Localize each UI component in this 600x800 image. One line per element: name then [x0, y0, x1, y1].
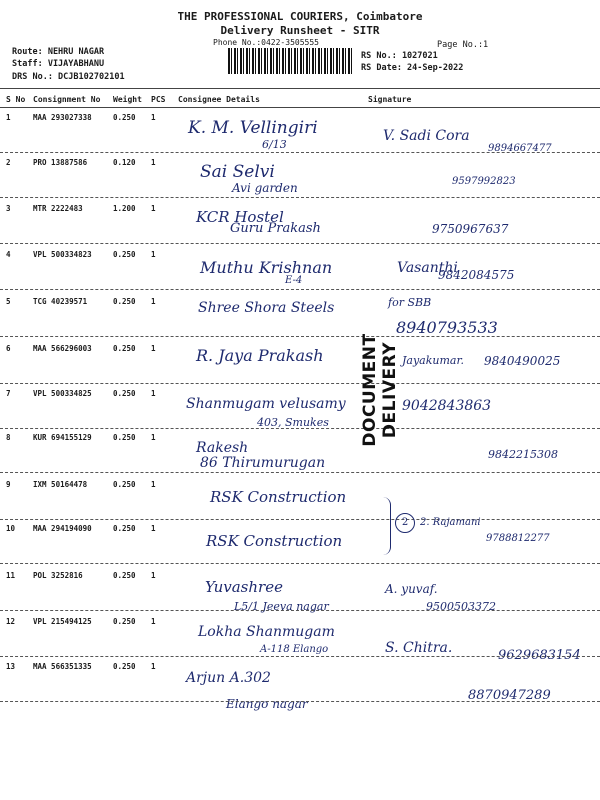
row-divider — [0, 656, 600, 657]
row-sno: 7 — [6, 389, 11, 398]
row-divider — [0, 289, 600, 290]
signature-name: A. yuvaf. — [385, 582, 438, 596]
row-pcs: 1 — [151, 617, 156, 626]
row-divider — [0, 701, 600, 702]
receiver-phone: 9500503372 — [426, 600, 496, 613]
receiver-phone: 9629683154 — [498, 648, 581, 663]
row-pcs: 1 — [151, 344, 156, 353]
row-consignment: VPL 215494125 — [33, 617, 92, 626]
receiver-phone: 9597992823 — [452, 176, 516, 187]
row-consignment: MAA 566351335 — [33, 662, 92, 671]
row-divider — [0, 519, 600, 520]
col-pcs: PCS — [151, 95, 166, 104]
consignee-name: R. Jaya Prakash — [196, 346, 324, 365]
row-weight: 0.250 — [113, 297, 136, 306]
row-weight: 0.250 — [113, 433, 136, 442]
consignee-address: E-4 — [285, 275, 303, 286]
row-weight: 0.250 — [113, 571, 136, 580]
row-weight: 1.200 — [113, 204, 136, 213]
col-consignment: Consignment No — [33, 95, 101, 104]
row-pcs: 1 — [151, 113, 156, 122]
receiver-phone: 9840490025 — [484, 354, 561, 368]
receiver-phone: 8870947289 — [468, 688, 551, 703]
row-weight: 0.250 — [113, 389, 136, 398]
consignee-name: Shree Shora Steels — [198, 300, 335, 316]
receiver-phone: 9894667477 — [488, 143, 552, 154]
row-pcs: 1 — [151, 250, 156, 259]
row-consignment: PRO 13887586 — [33, 158, 88, 167]
signature-name: 2. Rajamani — [420, 517, 481, 528]
row-pcs: 1 — [151, 433, 156, 442]
consignee-name: Yuvashree — [205, 578, 283, 596]
row-sno: 13 — [6, 662, 16, 671]
consignee-address: 403, Smukes — [257, 416, 329, 429]
row-pcs: 1 — [151, 297, 156, 306]
route-label: Route: NEHRU NAGAR — [12, 47, 105, 57]
signature-name: V. Sadi Cora — [383, 128, 470, 144]
staff-label: Staff: VIJAYABHANU — [12, 59, 105, 69]
rs-number: RS No.: 1027021 — [361, 51, 438, 61]
document-delivery-stamp — [360, 295, 400, 465]
row-consignment: VPL 500334823 — [33, 250, 92, 259]
row-sno: 11 — [6, 571, 16, 580]
row-sno: 8 — [6, 433, 11, 442]
row-weight: 0.120 — [113, 158, 136, 167]
brace-mark — [380, 497, 391, 555]
consignee-name: Muthu Krishnan — [200, 258, 333, 277]
stamp-text: DOCUMENT DELIVERY — [360, 333, 400, 447]
consignee-name: Lokha Shanmugam — [198, 624, 335, 640]
row-weight: 0.250 — [113, 662, 136, 671]
row-sno: 5 — [6, 297, 11, 306]
consignee-name: Arjun A.302 — [186, 670, 271, 686]
row-sno: 3 — [6, 204, 11, 213]
consignee-address: Elango nagar — [226, 697, 308, 711]
row-weight: 0.250 — [113, 480, 136, 489]
row-divider — [0, 428, 600, 429]
receiver-phone: 9042843863 — [402, 398, 492, 414]
consignee-name: KCR Hostel — [196, 208, 284, 226]
row-pcs: 1 — [151, 480, 156, 489]
receiver-phone: 8940793533 — [396, 318, 498, 337]
consignee-address: Guru Prakash — [230, 221, 321, 236]
row-sno: 10 — [6, 524, 16, 533]
consignee-address: L5/1 Jeeva nagar — [234, 600, 329, 613]
consignee-address: 6/13 — [262, 138, 287, 151]
receiver-phone: 9842215308 — [488, 448, 558, 461]
consignee-name: RSK Construction — [210, 488, 347, 506]
row-pcs: 1 — [151, 158, 156, 167]
row-sno: 12 — [6, 617, 16, 626]
company-name: THE PROFESSIONAL COURIERS, Coimbatore — [177, 10, 423, 23]
row-pcs: 1 — [151, 389, 156, 398]
consignee-name: RSK Construction — [206, 532, 343, 550]
header-rule-top — [0, 88, 600, 89]
runsheet-title: Delivery Runsheet - SITR — [220, 24, 380, 37]
row-consignment: MAA 566296003 — [33, 344, 92, 353]
row-pcs: 1 — [151, 204, 156, 213]
row-consignment: MAA 293027338 — [33, 113, 92, 122]
row-weight: 0.250 — [113, 617, 136, 626]
row-consignment: MTR 2222483 — [33, 204, 83, 213]
row-pcs: 1 — [151, 571, 156, 580]
col-weight: Weight — [113, 95, 142, 104]
consignee-name: K. M. Vellingiri — [188, 118, 318, 138]
row-consignment: POL 3252816 — [33, 571, 83, 580]
barcode-graphic — [228, 48, 354, 74]
phone-number: Phone No.:0422-3505555 — [213, 38, 319, 47]
row-sno: 2 — [6, 158, 11, 167]
row-consignment: TCG 40239571 — [33, 297, 88, 306]
rs-date: RS Date: 24-Sep-2022 — [361, 63, 464, 73]
page-number: Page No.:1 — [437, 40, 489, 50]
consignee-name: Shanmugam velusamy — [186, 396, 346, 412]
consignee-address: 86 Thirumurugan — [200, 455, 326, 471]
consignee-name: Sai Selvi — [200, 162, 275, 182]
drs-number: DRS No.: DCJB102702101 — [12, 72, 125, 82]
receiver-phone: 9842084575 — [438, 268, 515, 282]
row-divider — [0, 336, 600, 337]
row-weight: 0.250 — [113, 344, 136, 353]
row-divider — [0, 152, 600, 153]
consignee-address: Avi garden — [232, 181, 298, 195]
row-divider — [0, 610, 600, 611]
row-consignment: KUR 694155129 — [33, 433, 92, 442]
consignee-name: Rakesh — [196, 440, 249, 456]
row-sno: 6 — [6, 344, 11, 353]
signature-name: Jayakumar. — [402, 354, 465, 367]
row-weight: 0.250 — [113, 524, 136, 533]
header-rule-bottom — [0, 107, 600, 108]
row-divider — [0, 383, 600, 384]
row-sno: 4 — [6, 250, 11, 259]
circled-number: 2 — [395, 513, 415, 533]
row-consignment: IXM 50164478 — [33, 480, 88, 489]
row-consignment: MAA 294194090 — [33, 524, 92, 533]
signature-name: for SBB — [388, 296, 432, 309]
col-signature: Signature — [368, 95, 412, 104]
consignee-address: A-118 Elango — [260, 644, 329, 655]
row-pcs: 1 — [151, 662, 156, 671]
row-weight: 0.250 — [113, 113, 136, 122]
row-divider — [0, 563, 600, 564]
row-sno: 1 — [6, 113, 11, 122]
signature-name: Vasanthi — [397, 260, 458, 276]
row-divider — [0, 472, 600, 473]
receiver-phone: 9750967637 — [432, 222, 509, 236]
row-sno: 9 — [6, 480, 11, 489]
signature-name: S. Chitra. — [385, 640, 453, 656]
col-sno: S No — [6, 95, 26, 104]
row-divider — [0, 197, 600, 198]
row-divider — [0, 243, 600, 244]
row-weight: 0.250 — [113, 250, 136, 259]
receiver-phone: 9788812277 — [486, 533, 550, 544]
row-pcs: 1 — [151, 524, 156, 533]
row-consignment: VPL 500334825 — [33, 389, 92, 398]
col-consignee: Consignee Details — [178, 95, 260, 104]
